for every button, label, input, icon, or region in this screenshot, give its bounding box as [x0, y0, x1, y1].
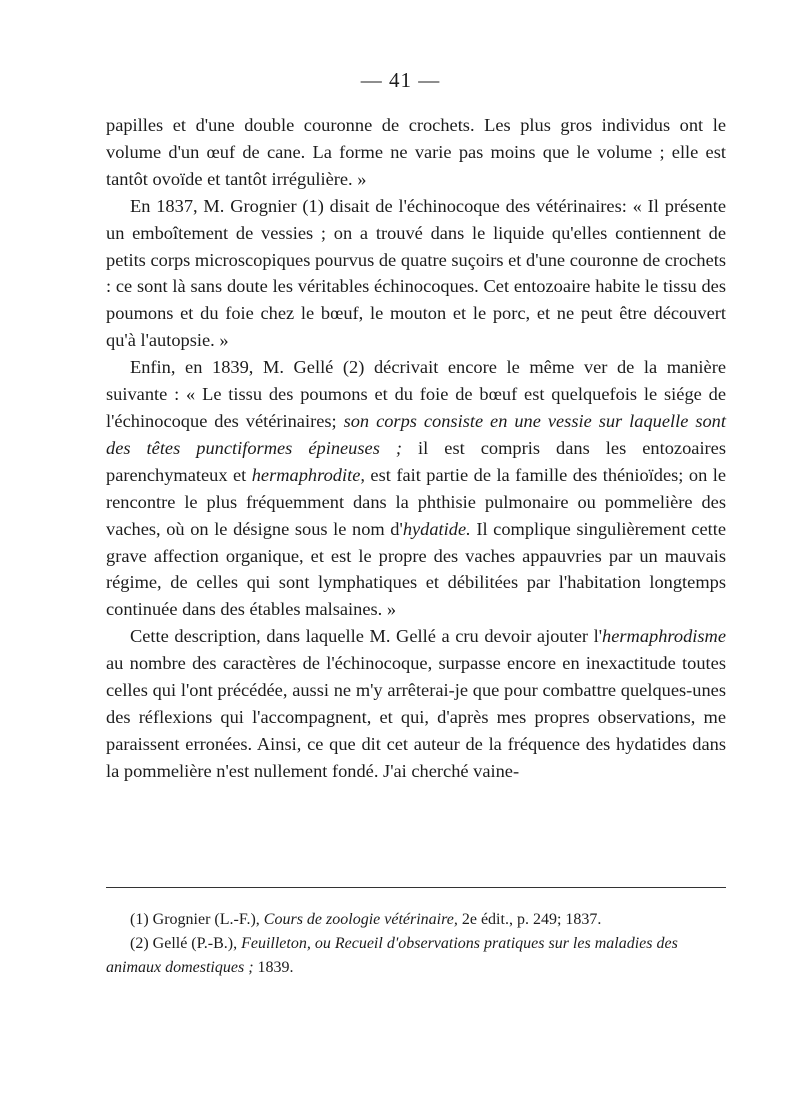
text-run: Enfin, en 1839, M. Gellé (2) décrivait encore le même ver de la manière suivante : « Le tissu des poumons et du foie de bœuf est quelquefois le siége de l'échinocoque des vétérinaires; — [106, 357, 726, 431]
italic-text: hydatide. — [402, 518, 471, 539]
paragraph-continuation — [106, 112, 726, 193]
paragraph-grognier — [106, 193, 726, 354]
footnotes — [106, 908, 726, 980]
text-run: papilles et d'une double couronne de crochets. Les plus gros individus ont le volume d'un œuf de cane. La forme ne varie pas moins que le volume ; elle est tantôt ovoïde et tantôt irrégulière. » — [106, 115, 726, 189]
italic-text: son corps consiste en une vessie sur laquelle sont des têtes punctiformes épineuses ; — [106, 410, 726, 458]
text-run: 2e édit., p. 249; 1837. — [457, 911, 602, 928]
footnote-1 — [106, 908, 726, 932]
page-number: — 41 — — [360, 68, 441, 92]
body-text — [106, 112, 726, 785]
italic-text: Cours de zoologie vétérinaire, — [263, 911, 458, 928]
text-run: au nombre des caractères de l'échinocoque, surpasse encore en inexactitude toutes celles qui l'ont précédée, aussi ne m'y arrêterai-je que pour combattre quelques-unes des réflexions qui l'accompagnent, et qui, d'après mes propres observations, me paraissent erronées. Ainsi, ce que dit cet auteur de la fréquence des hydatides dans la pommelière n'est nullement fondé. J'ai cherché vaine- — [106, 653, 726, 781]
text-run: En 1837, M. Grognier (1) disait de l'échinocoque des vétérinaires: « Il présente un emboîtement de vessies ; on a trouvé dans le liquide qu'elles contiennent de petits corps microscopiques pourvus de quatre suçoirs et d'une couronne de crochets : ce sont là sans doute les véritables échinocoques. Cet entozoaire habite le tissu des poumons et du foie chez le bœuf, le mouton et le porc, et ne peut être découvert qu'à l'autopsie. » — [106, 195, 726, 351]
footnote-divider — [106, 887, 726, 888]
text-run: il est compris dans les entozoaires parenchymateux et — [106, 437, 726, 485]
italic-text: hermaphrodisme — [602, 626, 726, 647]
text-run: (2) Gellé (P.-B.), — [130, 935, 242, 952]
italic-text: Feuilleton, ou Recueil d'observations pratiques sur les maladies des animaux domestiques ; — [106, 935, 678, 976]
text-run: est fait partie de la famille des thénioïdes; on le rencontre le plus fréquemment dans la phthisie pulmonaire ou pommelière des vaches, où on le désigne sous le nom d' — [106, 464, 726, 539]
paragraph-gelle — [106, 354, 726, 623]
text-run: Il complique singulièrement cette grave affection organique, et est le propre des vaches appauvries par un mauvais régime, de celles qui sont lymphatiques et débilitées par l'habitation longtemps continuée dans des étables malsaines. » — [106, 518, 726, 620]
italic-text: hermaphrodite, — [251, 464, 365, 485]
text-run: Cette description, dans laquelle M. Gellé a cru devoir ajouter l' — [130, 626, 603, 647]
footnote-2 — [106, 932, 726, 980]
text-run: 1839. — [253, 959, 294, 976]
text-run: (1) Grognier (L.-F.), — [130, 911, 264, 928]
paragraph-description — [106, 623, 726, 784]
